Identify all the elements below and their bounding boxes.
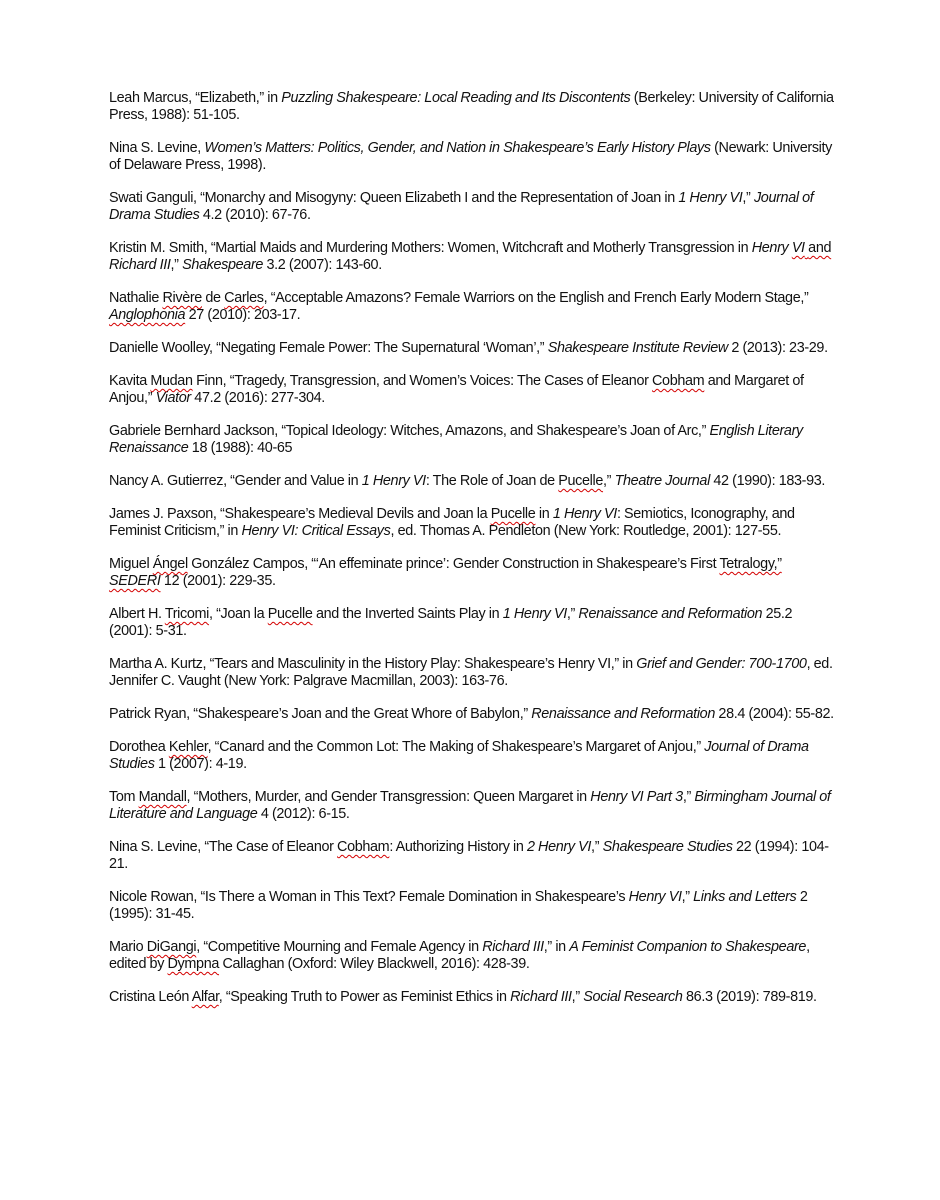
entry-text: , ed. Jennifer C. Vaught (New York: Palgrave Macmillan, 2003): 163-76. bbox=[109, 656, 833, 689]
bibliography-entry bbox=[109, 739, 836, 773]
entry-text: Leah Marcus, “Elizabeth,” in bbox=[109, 90, 282, 106]
bibliography-entry bbox=[109, 606, 836, 640]
entry-text: 4.2 (2010): 67-76. bbox=[199, 207, 311, 223]
publication-title: A Feminist Companion to Shakespeare bbox=[569, 939, 807, 955]
bibliography-entry bbox=[109, 373, 836, 407]
misspelled-word: Dympna bbox=[167, 956, 220, 972]
publication-title: Shakespeare Studies bbox=[602, 839, 733, 855]
bibliography-entry bbox=[109, 656, 836, 690]
entry-text: Finn, “Tragedy, Transgression, and Women’s Voices: The Cases of Eleanor bbox=[192, 373, 652, 389]
bibliography-entry bbox=[109, 240, 836, 274]
publication-title: 1 Henry VI bbox=[552, 506, 617, 522]
entry-text: Nicole Rowan, “Is There a Woman in This Text? Female Domination in Shakespeare’s bbox=[109, 889, 629, 905]
entry-text: James J. Paxson, “Shakespeare’s Medieval Devils and Joan la bbox=[109, 506, 491, 522]
publication-title: Henry VI Part 3 bbox=[590, 789, 683, 805]
entry-text: 1 (2007): 4-19. bbox=[154, 756, 247, 772]
publication-title: Henry bbox=[751, 240, 789, 256]
publication-title: 1 Henry VI bbox=[502, 606, 567, 622]
misspelled-word: Mudan bbox=[150, 373, 193, 389]
entry-text: 4 (2012): 6-15. bbox=[257, 806, 350, 822]
entry-text: Danielle Woolley, “Negating Female Power: The Supernatural ‘Woman’,” bbox=[109, 340, 548, 356]
publication-title: Richard III bbox=[510, 989, 572, 1005]
entry-text: 3.2 (2007): 143-60. bbox=[263, 257, 382, 273]
entry-text: Dorothea bbox=[109, 739, 169, 755]
entry-text: ,” bbox=[603, 473, 615, 489]
bibliography-entry bbox=[109, 423, 836, 457]
publication-title: Birmingham Journal of Literature and Language bbox=[109, 789, 831, 822]
entry-text: (Berkeley: University of California Press, 1988): 51-105. bbox=[109, 90, 834, 123]
misspelled-word: and bbox=[808, 240, 832, 256]
misspelled-word: Alfar bbox=[191, 989, 219, 1005]
misspelled-word: Ángel bbox=[152, 556, 188, 572]
entry-text: Martha A. Kurtz, “Tears and Masculinity in the History Play: Shakespeare’s Henry VI,” in bbox=[109, 656, 637, 672]
entry-text: 2 (2013): 23-29. bbox=[727, 340, 828, 356]
entry-text: , ed. Thomas A. Pendleton (New York: Routledge, 2001): 127-55. bbox=[390, 523, 782, 539]
entry-text: González Campos, “‘An effeminate prince’: Gender Construction in Shakespeare’s First bbox=[187, 556, 720, 572]
entry-text: , “Canard and the Common Lot: The Making of Shakespeare’s Margaret of Anjou,” bbox=[207, 739, 705, 755]
entry-text: Callaghan (Oxford: Wiley Blackwell, 2016): 428-39. bbox=[219, 956, 530, 972]
publication-title: Richard III bbox=[482, 939, 544, 955]
bibliography-entry bbox=[109, 989, 836, 1006]
entry-text: 2 (1995): 31-45. bbox=[109, 889, 808, 922]
entry-text: Nathalie bbox=[109, 290, 163, 306]
entry-text: , “Competitive Mourning and Female Agency in bbox=[196, 939, 483, 955]
entry-text: Nina S. Levine, bbox=[109, 140, 205, 156]
publication-title: 1 Henry VI bbox=[361, 473, 426, 489]
bibliography-entry bbox=[109, 706, 836, 723]
entry-text: 12 (2001): 229-35. bbox=[160, 573, 276, 589]
publication-title: Shakespeare bbox=[182, 257, 264, 273]
publication-title: Social Research bbox=[583, 989, 683, 1005]
entry-text: Gabriele Bernhard Jackson, “Topical Ideology: Witches, Amazons, and Shakespeare’s Joan of Arc,” bbox=[109, 423, 710, 439]
entry-text: ,” bbox=[682, 789, 695, 805]
entry-text: ,” bbox=[170, 257, 183, 273]
bibliography-entry bbox=[109, 290, 836, 324]
publication-title: 2 Henry VI bbox=[526, 839, 592, 855]
publication-title: Journal of Drama Studies bbox=[109, 190, 814, 223]
entry-text: 42 (1990): 183-93. bbox=[709, 473, 826, 489]
entry-text: , edited by bbox=[109, 939, 810, 972]
bibliography-entry bbox=[109, 839, 836, 873]
bibliography-entry bbox=[109, 473, 836, 490]
publication-title: Renaissance and Reformation bbox=[578, 606, 763, 622]
publication-title: Shakespeare Institute Review bbox=[547, 340, 728, 356]
bibliography-entry bbox=[109, 939, 836, 973]
publication-title: Richard III bbox=[109, 257, 171, 273]
publication-title: 1 Henry VI bbox=[678, 190, 743, 206]
entry-text: 22 (1994): 104-21. bbox=[109, 839, 829, 872]
publication-title: Puzzling Shakespeare: Local Reading and Its Discontents bbox=[281, 90, 631, 106]
publication-title: Henry VI bbox=[628, 889, 682, 905]
entry-text: Kristin M. Smith, “Martial Maids and Murdering Mothers: Women, Witchcraft and Motherly Transgression in bbox=[109, 240, 752, 256]
entry-text: de bbox=[201, 290, 225, 306]
entry-text: ,” bbox=[566, 606, 579, 622]
misspelled-word: DiGangi bbox=[146, 939, 197, 955]
entry-text: ,” bbox=[681, 889, 694, 905]
bibliography-entry bbox=[109, 340, 836, 357]
entry-text: Tom bbox=[109, 789, 139, 805]
misspelled-word: Tricomi bbox=[164, 606, 210, 622]
bibliography-entry bbox=[109, 90, 836, 124]
publication-title: Journal of Drama Studies bbox=[109, 739, 809, 772]
publication-title: Viator bbox=[155, 390, 191, 406]
entry-text: Cristina León bbox=[109, 989, 192, 1005]
entry-text: , “Mothers, Murder, and Gender Transgression: Queen Margaret in bbox=[186, 789, 591, 805]
misspelled-word: Rivère bbox=[162, 290, 202, 306]
publication-title: English Literary Renaissance bbox=[109, 423, 803, 456]
misspelled-word: Carles bbox=[224, 290, 264, 306]
misspelled-word: Pucelle bbox=[490, 506, 536, 522]
misspelled-title: VI bbox=[791, 240, 805, 256]
entry-text: Patrick Ryan, “Shakespeare’s Joan and the Great Whore of Babylon,” bbox=[109, 706, 532, 722]
publication-title: Grief and Gender: 700-1700 bbox=[636, 656, 807, 672]
entry-text: 47.2 (2016): 277-304. bbox=[190, 390, 325, 406]
entry-text: (Newark: University of Delaware Press, 1998). bbox=[109, 140, 833, 173]
entry-text: 18 (1988): 40-65 bbox=[188, 440, 293, 456]
misspelled-word: Tetralogy,” bbox=[719, 556, 782, 572]
misspelled-title: SEDERI bbox=[109, 573, 161, 589]
publication-title: Renaissance and Reformation bbox=[531, 706, 715, 722]
bibliography-entry bbox=[109, 789, 836, 823]
entry-text: ,” in bbox=[543, 939, 570, 955]
entry-text: Nina S. Levine, “The Case of Eleanor bbox=[109, 839, 338, 855]
entry-text: Miguel bbox=[109, 556, 153, 572]
entry-text: 86.3 (2019): 789-819. bbox=[682, 989, 817, 1005]
entry-text: Albert H. bbox=[109, 606, 165, 622]
publication-title: Theatre Journal bbox=[614, 473, 710, 489]
entry-text: , “Acceptable Amazons? Female Warriors on the English and French Early Modern Stage,” bbox=[263, 290, 809, 306]
entry-text: 28.4 (2004): 55-82. bbox=[714, 706, 834, 722]
entry-text: ,” bbox=[742, 190, 754, 206]
misspelled-word: Cobham bbox=[652, 373, 705, 389]
misspelled-title: Anglophonia bbox=[109, 307, 186, 323]
entry-text: ,” bbox=[571, 989, 584, 1005]
bibliography-entry bbox=[109, 556, 836, 590]
misspelled-word: Cobham bbox=[337, 839, 390, 855]
bibliography-entry bbox=[109, 506, 836, 540]
misspelled-word: Mandall bbox=[138, 789, 187, 805]
entry-text: , “Joan la bbox=[209, 606, 268, 622]
entry-text: Swati Ganguli, “Monarchy and Misogyny: Queen Elizabeth I and the Representation of Joan in bbox=[109, 190, 679, 206]
entry-text: ,” bbox=[591, 839, 603, 855]
entry-text: and the Inverted Saints Play in bbox=[312, 606, 503, 622]
misspelled-word: Pucelle bbox=[267, 606, 313, 622]
entry-text: Kavita bbox=[109, 373, 151, 389]
entry-text: 27 (2010): 203-17. bbox=[185, 307, 301, 323]
entry-text: and Margaret of Anjou,” bbox=[109, 373, 804, 406]
entry-text: 25.2 (2001): 5-31. bbox=[109, 606, 793, 639]
publication-title: Women’s Matters: Politics, Gender, and Nation in Shakespeare’s Early History Plays bbox=[204, 140, 711, 156]
misspelled-word: Pucelle bbox=[558, 473, 604, 489]
entry-text: : Semiotics, Iconography, and Feminist Criticism,” in bbox=[109, 506, 795, 539]
entry-text: in bbox=[535, 506, 553, 522]
bibliography-entry bbox=[109, 889, 836, 923]
bibliography-entry bbox=[109, 140, 836, 174]
entry-text: , “Speaking Truth to Power as Feminist Ethics in bbox=[218, 989, 511, 1005]
misspelled-word: Kehler bbox=[168, 739, 208, 755]
bibliography-entry bbox=[109, 190, 836, 224]
entry-text: : The Role of Joan de bbox=[425, 473, 559, 489]
entry-text: : Authorizing History in bbox=[389, 839, 527, 855]
publication-title: Henry VI: Critical Essays bbox=[241, 523, 391, 539]
publication-title: Links and Letters bbox=[693, 889, 797, 905]
entry-text: Mario bbox=[109, 939, 147, 955]
bibliography-list bbox=[109, 90, 836, 1022]
entry-text: Nancy A. Gutierrez, “Gender and Value in bbox=[109, 473, 362, 489]
